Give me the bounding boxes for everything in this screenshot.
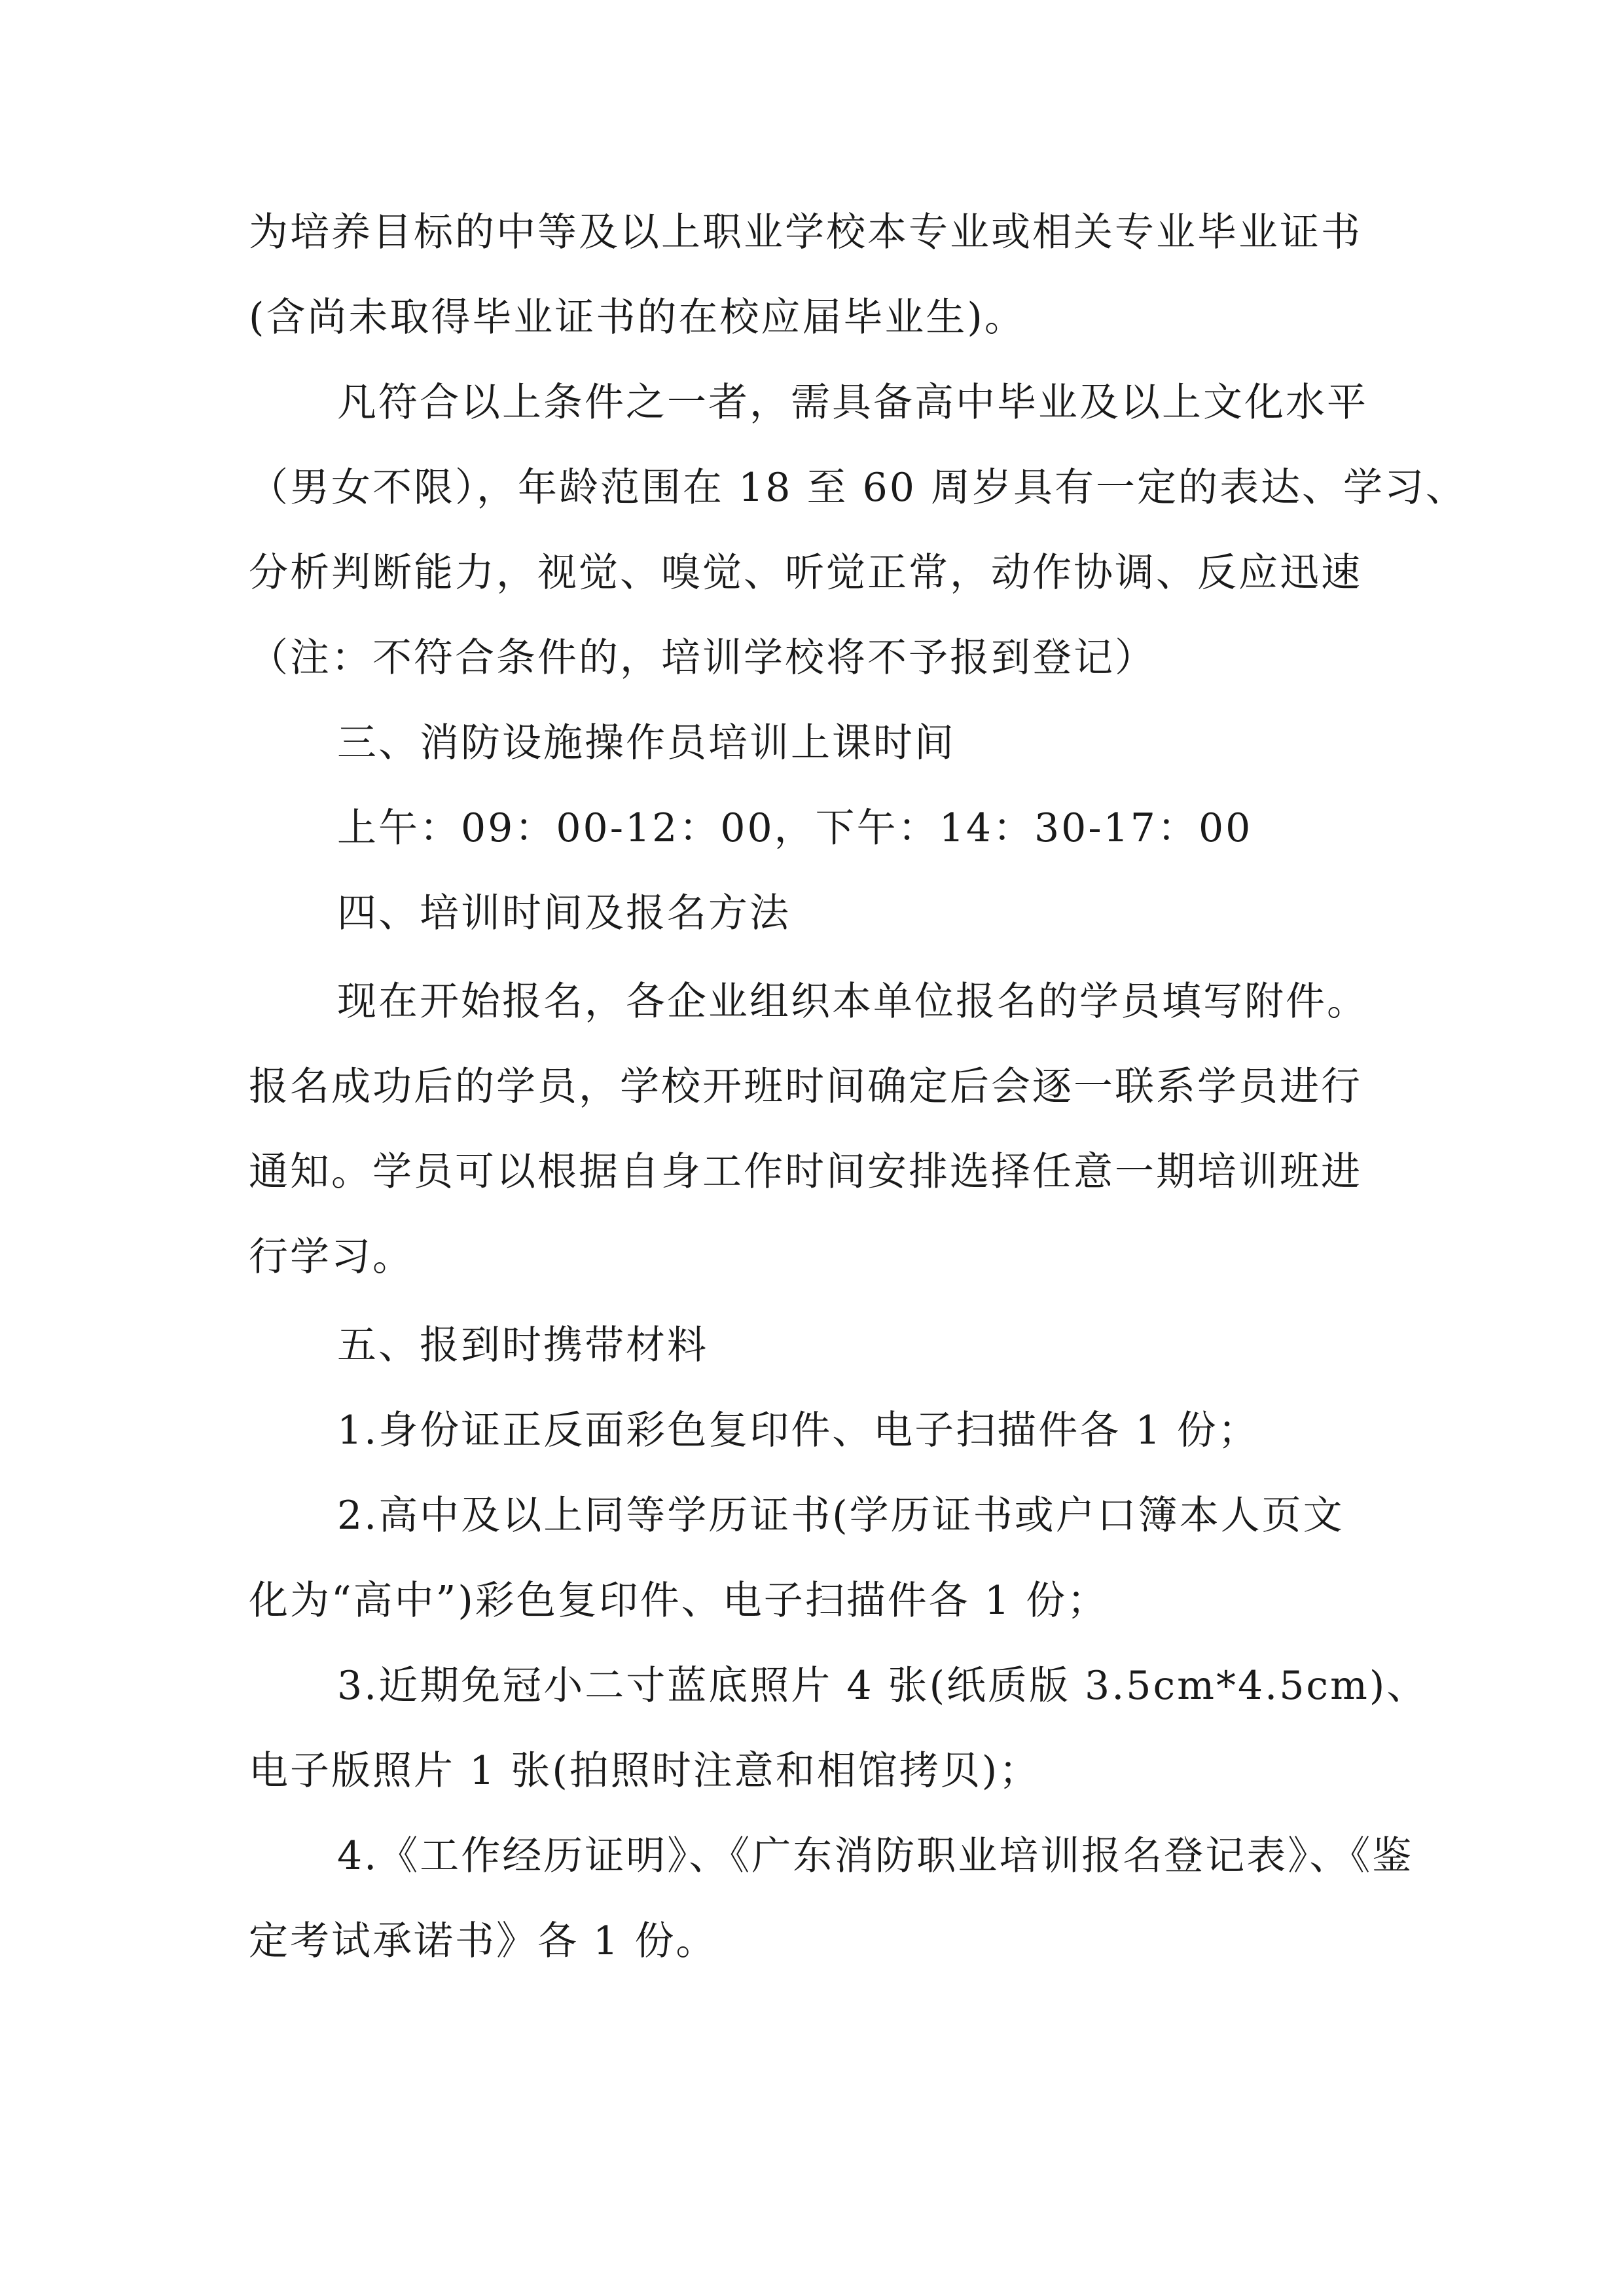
text-line: （男女不限），年龄范围在 18 至 60 周岁具有一定的表达、学习、 <box>249 465 1467 511</box>
section-heading: 四、培训时间及报名方法 <box>337 890 791 936</box>
section-heading: 五、报到时携带材料 <box>337 1322 708 1368</box>
schedule-line: 上午：09：00-12：00，下午：14：30-17：00 <box>337 805 1253 851</box>
list-item: 1.身份证正反面彩色复印件、电子扫描件各 1 份； <box>337 1408 1259 1453</box>
text-line: （注：不符合条件的，培训学校将不予报到登记） <box>249 635 1156 681</box>
text-line: 定考试承诺书》各 1 份。 <box>249 1918 717 1964</box>
paragraph-line: 凡符合以上条件之一者，需具备高中毕业及以上文化水平 <box>337 380 1368 426</box>
text-line: 电子版照片 1 张(拍照时注意和相馆拷贝)； <box>249 1748 1041 1794</box>
text-line: 行学习。 <box>249 1234 414 1280</box>
text-line: 化为“高中”)彩色复印件、电子扫描件各 1 份； <box>249 1578 1109 1624</box>
paragraph-line: 现在开始报名，各企业组织本单位报名的学员填写附件。 <box>337 979 1368 1025</box>
text-line: 通知。学员可以根据自身工作时间安排选择任意一期培训班进 <box>249 1149 1362 1195</box>
list-item: 2.高中及以上同等学历证书(学历证书或户口簿本人页文 <box>337 1493 1344 1539</box>
text-line: 为培养目标的中等及以上职业学校本专业或相关专业毕业证书 <box>249 210 1362 255</box>
text-line: 报名成功后的学员，学校开班时间确定后会逐一联系学员进行 <box>249 1064 1362 1110</box>
text-line: (含尚未取得毕业证书的在校应届毕业生)。 <box>249 295 1026 340</box>
list-item: 4.《工作经历证明》、《广东消防职业培训报名登记表》、《鉴 <box>337 1833 1414 1879</box>
text-line: 分析判断能力，视觉、嗅觉、听觉正常，动作协调、反应迅速 <box>249 550 1362 596</box>
list-item: 3.近期免冠小二寸蓝底照片 4 张(纸质版 3.5cm*4.5cm)、 <box>337 1663 1428 1709</box>
section-heading: 三、消防设施操作员培训上课时间 <box>337 720 956 766</box>
